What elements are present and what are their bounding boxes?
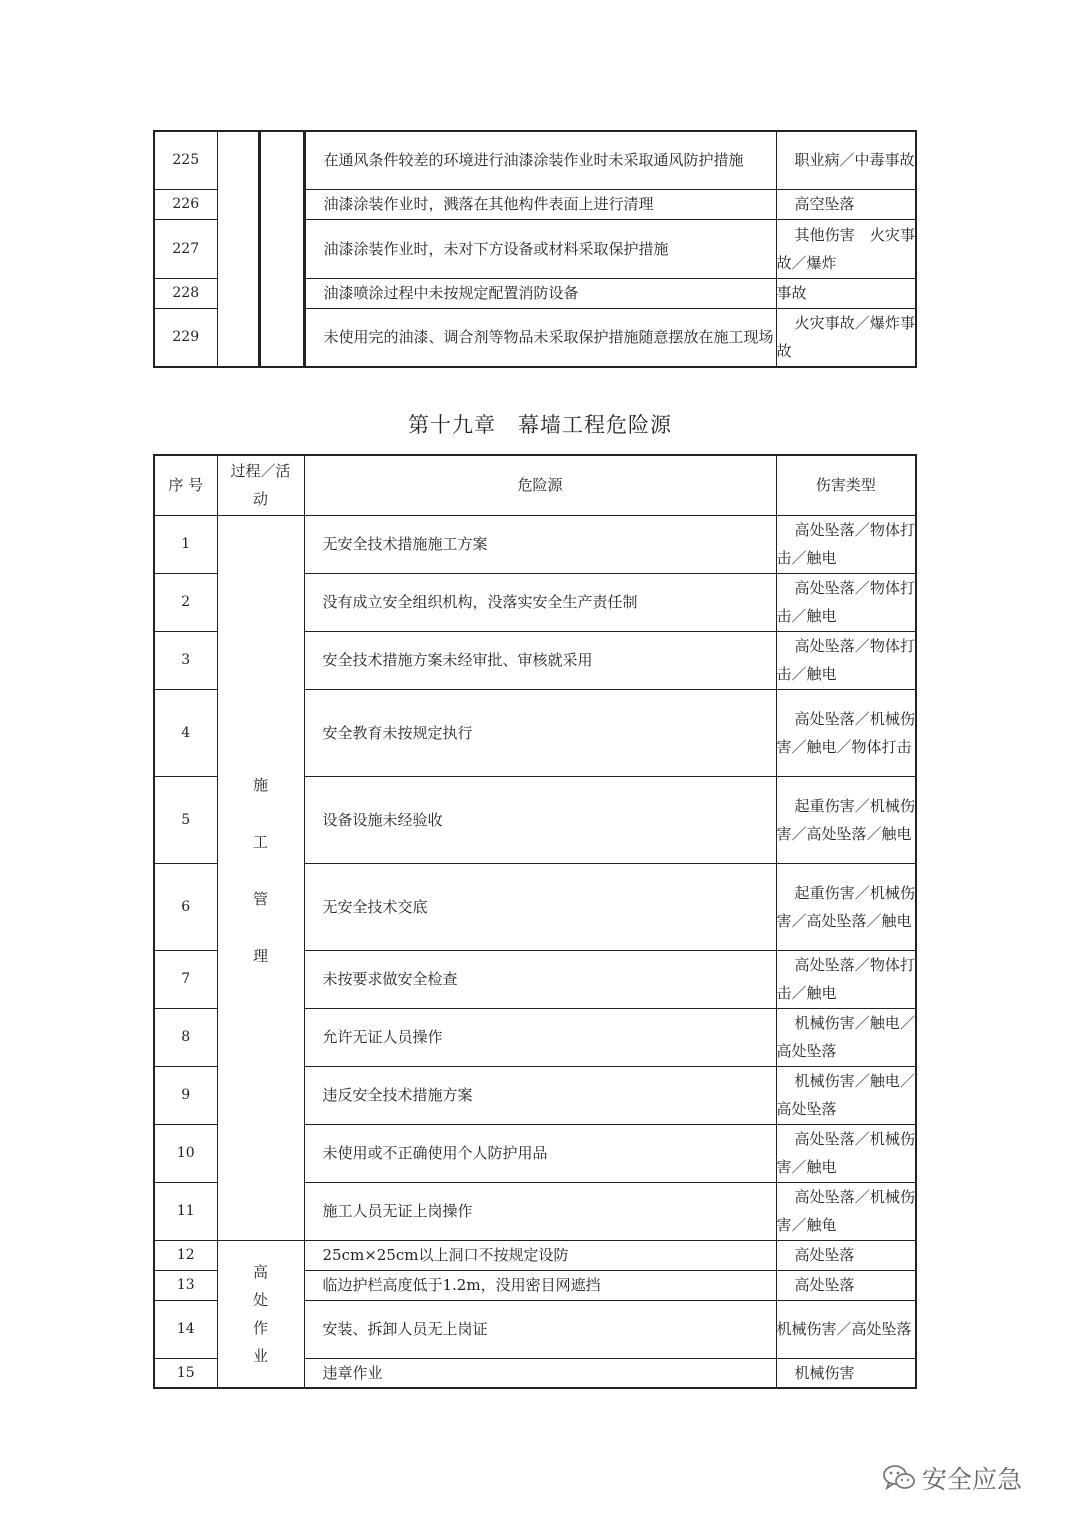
harm-type-cell: 高处坠落／物体打击／触电 — [776, 950, 916, 1008]
harm-type-cell: 高处坠落／机械伤害／触龟 — [776, 1182, 916, 1240]
row-number: 226 — [154, 189, 217, 219]
continued-hazard-table — [153, 130, 917, 368]
process-char: 工 — [252, 832, 268, 851]
hazard-cell: 未使用完的油漆、调合剂等物品未采取保护措施随意摆放在施工现场 — [304, 308, 776, 367]
hazard-cell: 临边护栏高度低于1.2m，没用密目网遮挡 — [304, 1270, 776, 1300]
hazard-cell: 允许无证人员操作 — [304, 1008, 776, 1066]
harm-type-cell: 高处坠落 — [776, 1240, 916, 1270]
harm-type-cell: 事故 — [776, 278, 916, 308]
hazard-cell: 无安全技术交底 — [304, 863, 776, 950]
table-header-row — [154, 455, 916, 515]
harm-type-cell: 机械伤害／触电／高处坠落 — [776, 1066, 916, 1124]
watermark — [882, 1458, 1022, 1498]
header-harm-type: 伤害类型 — [776, 455, 916, 515]
process-char: 高 — [252, 1262, 268, 1281]
harm-type-cell: 高处坠落 — [776, 1270, 916, 1300]
process-cell — [217, 131, 259, 367]
row-number: 8 — [154, 1008, 217, 1066]
hazard-cell: 未使用或不正确使用个人防护用品 — [304, 1124, 776, 1182]
process-cell — [259, 131, 304, 367]
hazard-cell: 油漆涂装作业时，未对下方设备或材料采取保护措施 — [304, 219, 776, 278]
row-number: 5 — [154, 776, 217, 863]
process-char: 处 — [252, 1290, 268, 1309]
harm-type-cell: 高处坠落／机械伤害／触电 — [776, 1124, 916, 1182]
hazard-cell: 油漆涂装作业时，溅落在其他构件表面上进行清理 — [304, 189, 776, 219]
harm-type-cell: 火灾事故／爆炸事故 — [776, 308, 916, 367]
row-number: 13 — [154, 1270, 217, 1300]
harm-type-cell: 起重伤害／机械伤害／高处坠落／触电 — [776, 776, 916, 863]
watermark-text: 安全应急 — [922, 1465, 1023, 1494]
harm-type-cell: 职业病／中毒事故 — [776, 131, 916, 189]
hazard-cell: 25cm×25cm以上洞口不按规定设防 — [304, 1240, 776, 1270]
row-number: 225 — [154, 131, 217, 189]
harm-type-cell: 其他伤害 火灾事故／爆炸 — [776, 219, 916, 278]
hazard-cell: 安全技术措施方案未经审批、审核就采用 — [304, 631, 776, 689]
row-number: 10 — [154, 1124, 217, 1182]
wechat-icon — [882, 1463, 916, 1493]
table-row — [154, 1240, 916, 1270]
hazard-cell: 没有成立安全组织机构，没落实安全生产责任制 — [304, 573, 776, 631]
row-number: 7 — [154, 950, 217, 1008]
harm-type-cell: 高处坠落／物体打击／触电 — [776, 573, 916, 631]
harm-type-cell: 高处坠落／物体打击／触电 — [776, 515, 916, 573]
row-number: 14 — [154, 1300, 217, 1358]
row-number: 12 — [154, 1240, 217, 1270]
hazard-cell: 施工人员无证上岗操作 — [304, 1182, 776, 1240]
hazard-cell: 安全教育未按规定执行 — [304, 689, 776, 776]
harm-type-cell: 起重伤害／机械伤害／高处坠落／触电 — [776, 863, 916, 950]
process-char: 施 — [252, 775, 268, 794]
hazard-cell: 安装、拆卸人员无上岗证 — [304, 1300, 776, 1358]
harm-type-cell: 高处坠落／机械伤害／触电／物体打击 — [776, 689, 916, 776]
chapter-title: 第十九章 幕墙工程危险源 — [408, 413, 672, 437]
row-number: 11 — [154, 1182, 217, 1240]
curtain-wall-hazard-table — [153, 454, 917, 1389]
hazard-cell: 油漆喷涂过程中未按规定配置消防设备 — [304, 278, 776, 308]
header-hazard: 危险源 — [304, 455, 776, 515]
hazard-cell: 违反安全技术措施方案 — [304, 1066, 776, 1124]
row-number: 3 — [154, 631, 217, 689]
row-number: 9 — [154, 1066, 217, 1124]
harm-type-cell: 高处坠落／物体打击／触电 — [776, 631, 916, 689]
row-number: 15 — [154, 1358, 217, 1388]
hazard-cell: 设备设施未经验收 — [304, 776, 776, 863]
harm-type-cell: 机械伤害 — [776, 1358, 916, 1388]
header-process: 过程／活动 — [217, 455, 304, 515]
row-number: 6 — [154, 863, 217, 950]
hazard-cell: 无安全技术措施施工方案 — [304, 515, 776, 573]
hazard-cell: 违章作业 — [304, 1358, 776, 1388]
row-number: 4 — [154, 689, 217, 776]
row-number: 227 — [154, 219, 217, 278]
hazard-cell: 未按要求做安全检查 — [304, 950, 776, 1008]
process-char: 管 — [252, 889, 268, 908]
process-char: 作 — [252, 1318, 268, 1337]
table-row — [154, 515, 916, 573]
table-row — [154, 131, 916, 189]
hazard-cell: 在通风条件较差的环境进行油漆涂装作业时未采取通风防护措施 — [304, 131, 776, 189]
row-number: 1 — [154, 515, 217, 573]
harm-type-cell: 机械伤害／高处坠落 — [776, 1300, 916, 1358]
process-group-work-at-height — [217, 1240, 304, 1388]
process-char: 理 — [252, 946, 268, 965]
row-number: 229 — [154, 308, 217, 367]
row-number: 2 — [154, 573, 217, 631]
header-number: 序 号 — [154, 455, 217, 515]
harm-type-cell: 机械伤害／触电／高处坠落 — [776, 1008, 916, 1066]
process-char: 业 — [252, 1346, 268, 1365]
harm-type-cell: 高空坠落 — [776, 189, 916, 219]
process-group-construction-management — [217, 515, 304, 1240]
row-number: 228 — [154, 278, 217, 308]
